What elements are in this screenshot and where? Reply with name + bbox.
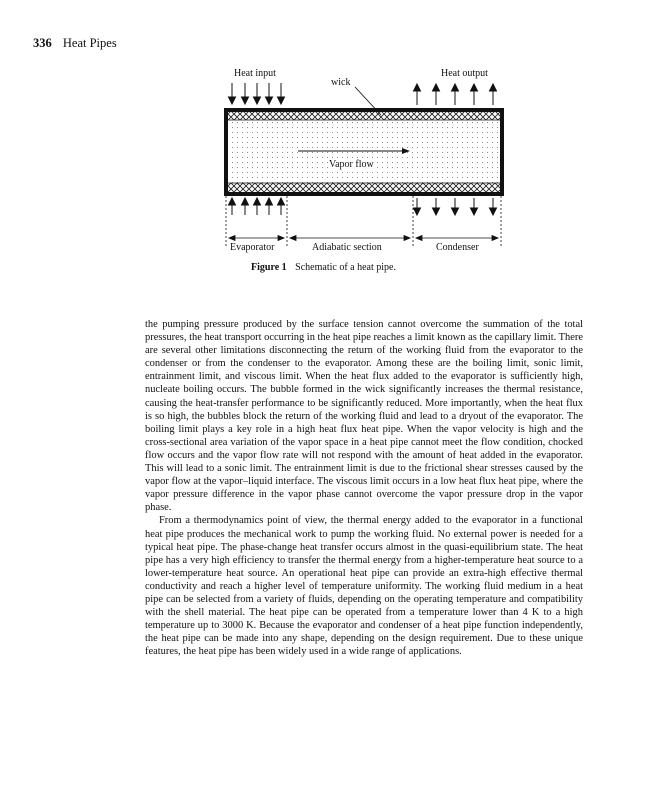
running-title: Heat Pipes bbox=[62, 36, 117, 50]
paragraph-2: From a thermodynamics point of view, the thermal energy added to the evaporator in a functional heat pipe produces the mechanical work to pump the working fluid. No external power is needed for a typical heat pipe. The phase-change heat transfer occurs almost in the quasi-equilibrium state. The heat pipe has a very high efficiency to transfer the thermal energy from a higher-temperature heat source to a lower-temperature heat source. An operational heat pipe can provide an extra-high effective thermal conductivity and reach a higher level of temperature uniformity. The working fluid medium in a heat pipe can be selected from a variety of fluids, depending on the operating temperature and compatibility with the shell material. The heat pipe can be operated from a temperature lower than 4 K to a high temperature up to 3000 K. Because the evaporator and condenser of a heat pipe function independently, the heat pipe can be made into any shape, depending on the design requirement. Due to these unique features, the heat pipe has been widely used in a wide range of applications. bbox=[145, 515, 583, 658]
heat-output-label: Heat output bbox=[441, 68, 488, 79]
condenser-label: Condenser bbox=[436, 242, 479, 253]
evaporator-arrows bbox=[229, 198, 285, 215]
wick-label: wick bbox=[331, 77, 351, 88]
evaporator-label: Evaporator bbox=[230, 242, 275, 253]
figure-number: Figure 1 bbox=[251, 262, 287, 273]
page-number: 336 bbox=[33, 36, 52, 50]
body-text bbox=[145, 318, 583, 658]
condenser-arrows bbox=[414, 198, 497, 215]
heat-input-arrows bbox=[229, 83, 285, 104]
figure-caption bbox=[0, 262, 647, 273]
section-dimension-arrows bbox=[229, 236, 498, 241]
heat-output-arrows bbox=[414, 84, 497, 105]
bottom-wick bbox=[226, 183, 502, 193]
heat-pipe-figure bbox=[0, 0, 647, 290]
adiabatic-section-label: Adiabatic section bbox=[312, 242, 382, 253]
heat-input-label: Heat input bbox=[234, 68, 276, 79]
paragraph-1: the pumping pressure produced by the surface tension cannot overcome the summation of the total pressures, the heat transport occurring in the heat pipe reaches a limit known as the capillary limit. There are several other limitations disconnecting the return of the working fluid from the evaporator to the condenser or from the condenser to the evaporator. Among these are the boiling limit, sonic limit, entrainment limit, and viscous limit. When the heat flux added to the evaporator is sufficiently high, nucleate boiling occurs. The bubble formed in the wick significantly increases the thermal resistance, causing the heat-transfer performance to be significantly reduced. More importantly, when the heat flux is so high, the bubbles block the return of the working fluid and lead to a dryout of the evaporator. The boiling limit plays a key role in a high heat flux heat pipe. When the vapor velocity is high and the cross-sectional area variation of the vapor space in a heat pipe cannot meet the flow condition, chocked flow occurs and the vapor flow rate will not respond with the amount of heat added in the evaporator. This will lead to a sonic limit. The entrainment limit is due to the frictional shear stresses caused by the vapor flow at the vapor–liquid interface. The viscous limit occurs in a low heat flux heat pipe, where the vapor pressure difference in the vapor phase cannot overcome the vapor pressure drop in the vapor phase. bbox=[145, 319, 583, 514]
pipe-body bbox=[226, 110, 502, 194]
vapor-flow-label: Vapor flow bbox=[329, 159, 374, 170]
figure-caption-text: Schematic of a heat pipe. bbox=[295, 262, 396, 273]
